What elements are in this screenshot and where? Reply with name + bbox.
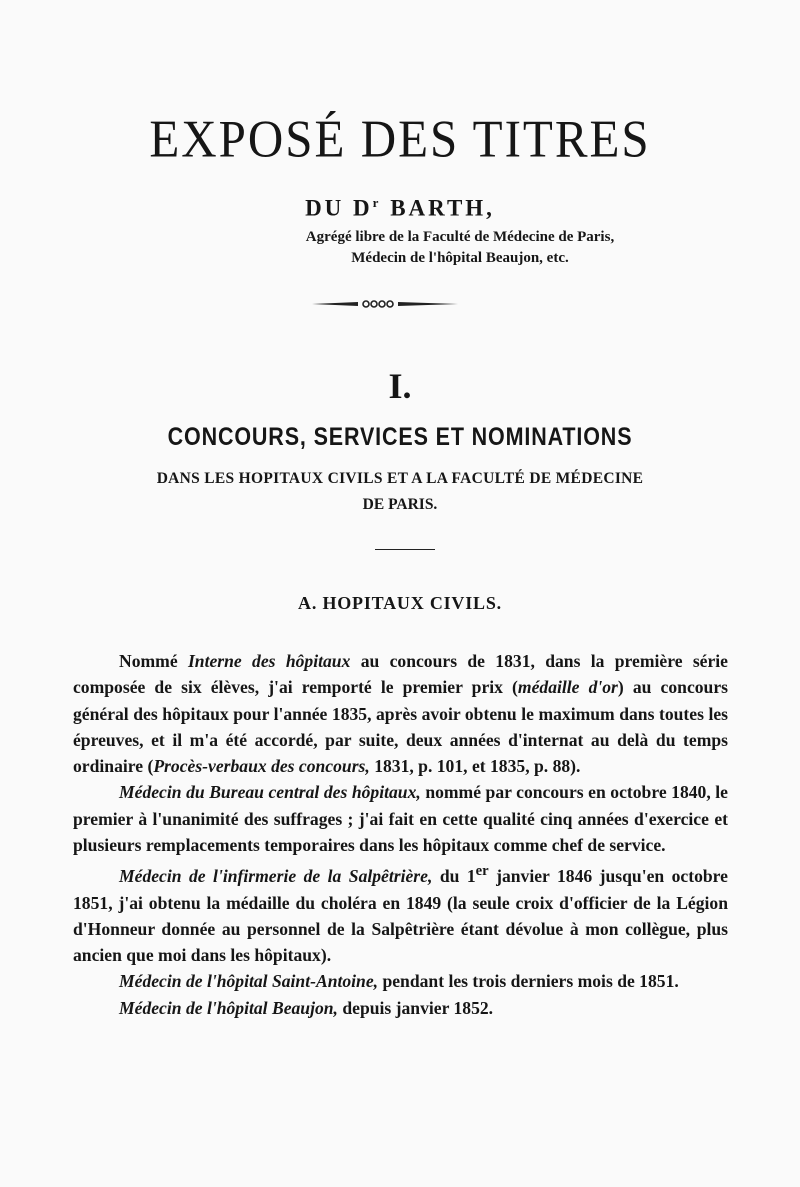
section-number: I. <box>388 366 412 406</box>
paragraph-salpetriere <box>73 858 728 968</box>
italic-run: Médecin de l'hôpital Saint-Antoine, <box>119 971 379 992</box>
body-text <box>73 648 728 1021</box>
italic-run: Procès-verbaux des concours, <box>153 756 370 777</box>
italic-run: Médecin du Bureau central des hôpitaux, <box>119 782 421 803</box>
italic-run: Médecin de l'infirmerie de la Salpêtrière, <box>119 866 433 887</box>
subsection-title: A. HOPITAUX CIVILS. <box>298 593 502 613</box>
text-run: au concours de 1831, dans la première série composée de six élèves, j'ai remporté le premier prix ( <box>73 651 728 698</box>
text-run: janvier 1846 jusqu'en octobre 1851, j'ai obtenu la médaille du choléra en 1849 (la seule croix d'officier de la Légion d'Honneur donnée au personnel de la Salpêtrière étant dévolue à mon collègue, plus ancien que moi dans les hôpitaux). <box>73 866 728 966</box>
author-line <box>0 195 800 222</box>
text-run: pendant les trois derniers mois de 1851. <box>378 971 679 992</box>
paragraph-saint-antoine <box>73 968 728 994</box>
superscript-run: er <box>475 863 489 880</box>
short-divider <box>375 549 435 550</box>
text-run: ) au concours général des hôpitaux pour l'année 1835, après avoir obtenu le maximum dans toutes les épreuves, et il m'a été accordé, par suite, deux années d'internat au delà du temps ordinaire ( <box>73 677 728 777</box>
author-title-sup: r <box>372 195 382 210</box>
italic-run: médaille d'or <box>517 677 618 698</box>
author-prefix: DU D <box>305 195 373 221</box>
text-run: Nommé <box>119 651 188 671</box>
italic-run: Médecin de l'hôpital Beaujon, <box>119 997 338 1018</box>
affiliation-line-1: Agrégé libre de la Faculté de Médecine de Paris, <box>305 229 615 245</box>
author-name: BARTH, <box>381 195 495 221</box>
paragraph-bureau-central <box>73 779 728 858</box>
text-run: 1831, p. 101, et 1835, p. 88). <box>369 756 581 777</box>
paragraph-interne <box>73 648 728 779</box>
text-run: nommé par concours en octobre 1840, le premier à l'unanimité des suffrages ; j'ai fait en cette qualité cinq années d'exercice et plusieurs remplacements temporaires dans les hôpitaux comme chef de service. <box>73 782 728 856</box>
italic-run: Interne des hôpitaux <box>187 651 351 671</box>
text-run: depuis janvier 1852. <box>337 997 494 1018</box>
section-subtitle-line-2: DE PARIS. <box>362 496 438 513</box>
ornament-divider <box>310 297 460 311</box>
section-subtitle-line-1: DANS LES HOPITAUX CIVILS ET A LA FACULTÉ DE MÉDECINE <box>156 470 644 487</box>
affiliation-line-2: Médecin de l'hôpital Beaujon, etc. <box>351 250 569 266</box>
paragraph-beaujon <box>73 995 728 1021</box>
text-run: du 1 <box>432 866 476 887</box>
section-title: CONCOURS, SERVICES ET NOMINATIONS <box>167 423 633 451</box>
page-title: EXPOSÉ DES TITRES <box>149 108 651 169</box>
